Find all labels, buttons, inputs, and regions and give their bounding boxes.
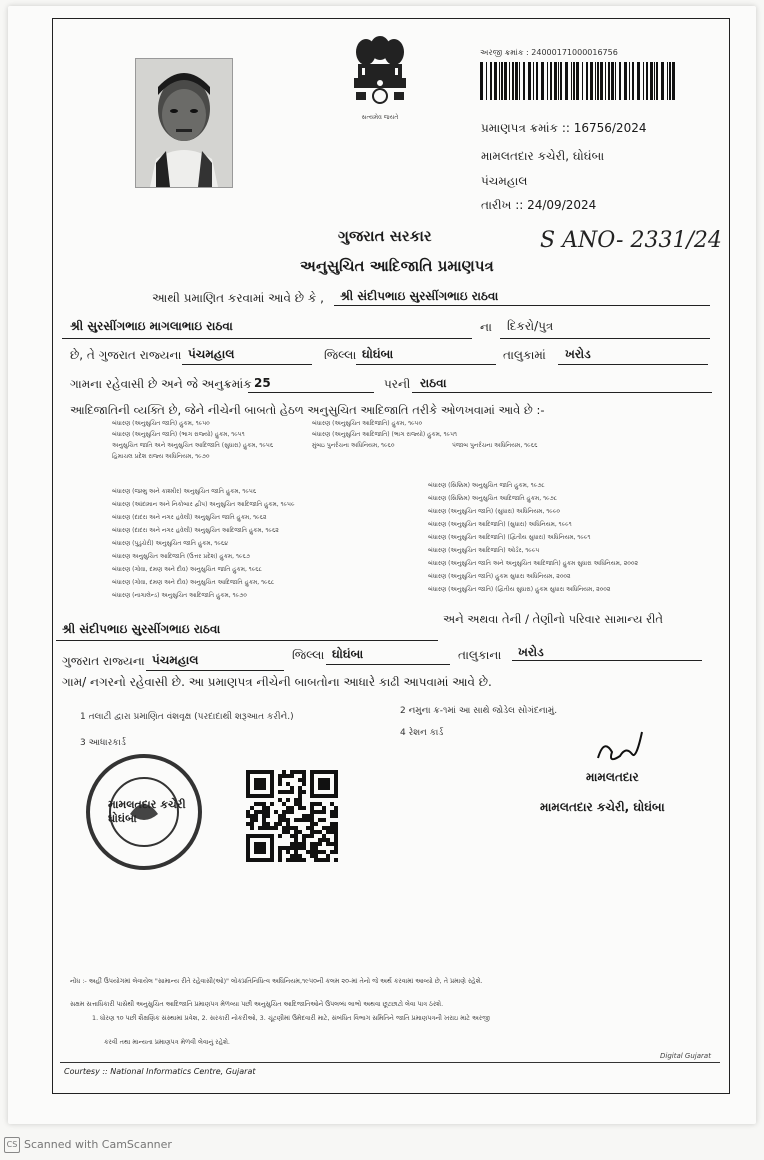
issuing-district: પંચમહાલ [481,174,528,188]
order-item: બંધારણ (સિક્કિમ) અનુસુચિત આદિજાતિ હુકમ, ૧૯૭૮ [428,495,558,502]
na-label: ના [480,320,492,334]
taluka-label: તાલુકામાં [503,348,546,362]
family-text: અને અથવા તેની / તેણીનો પરિવાર સામાન્ય રીતે [443,612,664,626]
order-item: બંધારણ (નાગાલેન્ડ) અનુસુચિત આદિજાતિ હુકમ, ૧૯૭૦ [112,592,247,599]
scanner-text: Scanned with CamScanner [24,1138,172,1151]
taluka-value: ઘોઘંબા [362,347,394,361]
ref-line: મુંબઇ પુનર્રચના અધિનિયમ, ૧૯૬૦ [312,442,395,449]
ref-line: બંધારણ (અનુસુચિત જાતિ) (ભાગ રાજ્યો) હુકમ, ૧૯૫૧ [112,431,245,438]
issue-date: તારીખ :: 24/09/2024 [481,198,597,212]
certificate-number: પ્રમાણપત્ર ક્રમાંક :: 16756/2024 [481,121,647,135]
applicant-photo [135,58,233,188]
orders-list-right [428,482,708,602]
issuing-office: મામલતદાર કચેરી, ઘોઘંબા [481,149,605,163]
basis-text: ગામ/ નગરનો રહેવાસી છે. આ પ્રમાણપત્ર નીચેની બાબતોના આધારે કાઢી આપવામાં આવે છે. [62,675,492,689]
ref-line: પંજાબ પુનર્રચના અધિનિયમ, ૧૯૬૬ [452,442,538,449]
note-line: સક્ષમ સત્તાધિકારી પાસેથી અનુસુચિત આદિજાતિ પ્રમાણપત્ર મેળવ્યા પછી અનુસુચિત આદિજાતિઓને ઉપલબ્ધ લાભો અથવા છૂટછાટો લેવા પાત્ર ઠરશે. [70,1000,444,1008]
order-item: બંધારણ (અનુસુચિત આદિજાતિ) ઓર્ડર, ૧૯૯૫ [428,547,540,554]
order-item: બંધારણ (દાદરા અને નગર હવેલી) અનુસુચિત આદિજાતિ હુકમ, ૧૯૬૨ [112,527,279,534]
basis-item: 1 તલાટી દ્વારા પ્રમાણિત વંશવૃક્ષ (પરદાદાથી શરૂઆત કરીને.) [80,712,294,722]
order-item: બંધારણ (અનુસુચિત આદિજાતિ) (સુધારા) અધિનિયમ, ૧૯૯૧ [428,521,572,528]
district-value: પંચમહાલ [188,347,235,361]
note-line: 1. ધોરણ ૧૦ પછી શૈક્ષણિક સંસ્થામાં પ્રવેશ, 2. સરકારી નોકરીઓ, 3. ચૂંટણીમાં ઉમેદવારી માટે, સંબંધિત વિભાગ સમિતિને જાતિ પ્રમાણપત્રની ખરાઇ માટે અરજી [92,1014,490,1022]
village-value-2: ખરોડ [518,645,544,659]
resident-prefix: ગામના રહેવાસી છે અને જે અનુક્રમાંક [70,377,252,391]
on-label: પરની [384,377,411,391]
official-stamp [84,752,204,872]
order-item: બંધારણ (સિક્કિમ) અનુસુચિત જાતિ હુકમ, ૧૯૭૮ [428,482,545,489]
tribe-name: રાઠવા [420,376,447,390]
emblem-caption: સત્યમેવ જયતે [361,114,399,121]
order-item: બંધારણ (અનુસુચિત જાતિ) (દ્વિતીય સુધારા) હુકમ સુધારા અધિનિયમ, ૨૦૦૨ [428,586,611,593]
signatory-office: મામલતદાર કચેરી, ઘોઘંબા [540,800,665,814]
order-item: બંધારણ (અનુસુચિત આદિજાતિ) (દ્વિતીય સુધારા) અધિનિયમ, ૧૯૯૧ [428,534,591,541]
signatory-designation: મામલતદાર [586,770,639,784]
signature-mark [590,724,650,768]
digital-gujarat-brand: Digital Gujarat [660,1052,711,1060]
tribe-statement: આદિજાતિની વ્યક્તિ છે, જેને નીચેની બાબતો હેઠળ અનુસુચિત આદિજાતિ તરીકે ઓળખવામાં આવે છે :- [70,403,545,417]
order-item: બંધારણ (ગોવા, દમણ અને દીવ) અનુસુચિત જાતિ હુકમ, ૧૯૬૮ [112,566,262,573]
district-label: જિલ્લા [324,348,357,362]
scanner-watermark [4,1137,172,1153]
basis-item: 3 આધારકાર્ડ [80,738,126,748]
village-value: ખરોડ [565,347,591,361]
orders-list-left [112,488,412,610]
footer-divider [60,1062,720,1063]
person-name-2: શ્રી સંદીપભાઇ સુરસીંગભાઇ રાઠવા [62,622,221,636]
camscanner-logo-icon: CS [4,1137,20,1153]
handwritten-serial: S ANO- 2331/24 [540,228,722,253]
order-item: બંધારણ (અનુસુચિત જાતિ અને અનુસુચિત આદિજાતિ) હુકમ સુધારા અધિનિયમ, ૨૦૦૨ [428,560,638,567]
order-item: બંધારણ (આંદામાન અને નિકોબાર દ્વીપ) અનુસુચિત આદિજાતિ હુકમ, ૧૯૫૯ [112,501,295,508]
barcode [480,62,680,100]
courtesy-text: Courtesy :: National Informatics Centre, Gujarat [64,1067,256,1076]
order-item: બંધારણ (ગોવા, દમણ અને દીવ) અનુસુચિત આદિજાતિ હુકમ, ૧૯૬૮ [112,579,275,586]
order-item: બંધારણ (અનુસુચિત જાતિ) હુકમ સુધારા અધિનિયમ, ૨૦૦૨ [428,573,571,580]
order-item: બંધારણ અનુસુચિત આદિજાતિ (ઉત્તર પ્રદેશ) હુકમ, ૧૯૬૭ [112,553,250,560]
legal-references-block [112,420,692,482]
order-item: બંધારણ (જમ્મુ અને કાશ્મીર) અનુસુચિત જાતિ હુકમ, ૧૯૫૬ [112,488,257,495]
father-name: શ્રી સુરસીંગભાઇ માગલાભાઇ રાઠવા [70,319,233,333]
basis-item: 4 રેશન કાર્ડ [400,728,444,738]
government-heading: ગુજરાત સરકાર [338,227,432,245]
note-line: નોંધ :- અહીં ઉપયોગમાં લેવાયેલ "સામાન્ય રીતે રહેવાસી(ઓ)" લોકપ્રતિનિધિત્વ અધિનિયમ,૧૯૫૦ની કલમ ૨૦-માં તેનો જે અર્થ કરવામાં આવ્યો છે, તે પ્રમાણે રહેશે. [70,977,483,985]
state-prefix: છે, તે ગુજરાત રાજ્યના [70,348,182,362]
district-value-2: પંચમહાલ [152,653,199,667]
ref-line: બંધારણ (અનુસુચિત આદિજાતિ) (ભાગ રાજ્યો) હુકમ, ૧૯૫૧ [312,431,457,438]
order-item: બંધારણ (અનુસુચિત જાતિ) (સુધારા) અધિનિયમ, ૧૯૯૦ [428,508,560,515]
serial-number: 25 [254,376,271,390]
ref-line: બંધારણ (અનુસુચિત જાતિ) હુકમ, ૧૯૫૦ [112,420,210,427]
order-item: બંધારણ (પુડુચેરી) અનુસુચિત જાતિ હુકમ, ૧૯૬૪ [112,540,229,547]
basis-item: 2 નમુના ક્ર-૧માં આ સાથે જોડેલ સોગંદનામું. [400,706,558,716]
ref-line: અનુસુચિત જાતિ અને અનુસુચિત આદિજાતિ (સુધારા) હુકમ, ૧૯૫૬ [112,442,274,449]
taluka-label-2: તાલુકાના [458,648,502,662]
note-line: કરવી તથા માન્યતા પ્રમાણપત્ર મેળવી લેવાનું રહેશે. [104,1038,230,1046]
stamp-text: મામલતદાર કચેરી ઘોઘંબા [108,798,186,825]
order-item: બંધારણ (દાદરા અને નગર હવેલી) અનુસુચિત જાતિ હુકમ, ૧૯૬૨ [112,514,267,521]
application-number: અરજી ક્રમાંક : 24000171000016756 [480,48,618,57]
taluka-value-2: ઘોઘંબા [332,647,364,661]
certify-prefix: આથી પ્રમાણિત કરવામાં આવે છે કે , [152,291,324,305]
ref-line: હિમાચલ પ્રદેશ રાજ્ય અધિનિયમ, ૧૯૭૦ [112,453,210,460]
person-name: શ્રી સંદીપભાઇ સુરસીંગભાઇ રાઠવા [340,289,499,303]
national-emblem-icon [348,32,412,120]
district-label-2: જિલ્લા [292,648,325,662]
ref-line: બંધારણ (અનુસુચિત આદિજાતિ) હુકમ, ૧૯૫૦ [312,420,423,427]
certificate-title: અનુસુચિત આદિજાતિ પ્રમાણપત્ર [300,257,494,275]
state-prefix-2: ગુજરાત રાજ્યના [62,654,145,668]
qr-code [246,770,338,862]
relation: દિકરો/પુત્ર [507,319,554,333]
